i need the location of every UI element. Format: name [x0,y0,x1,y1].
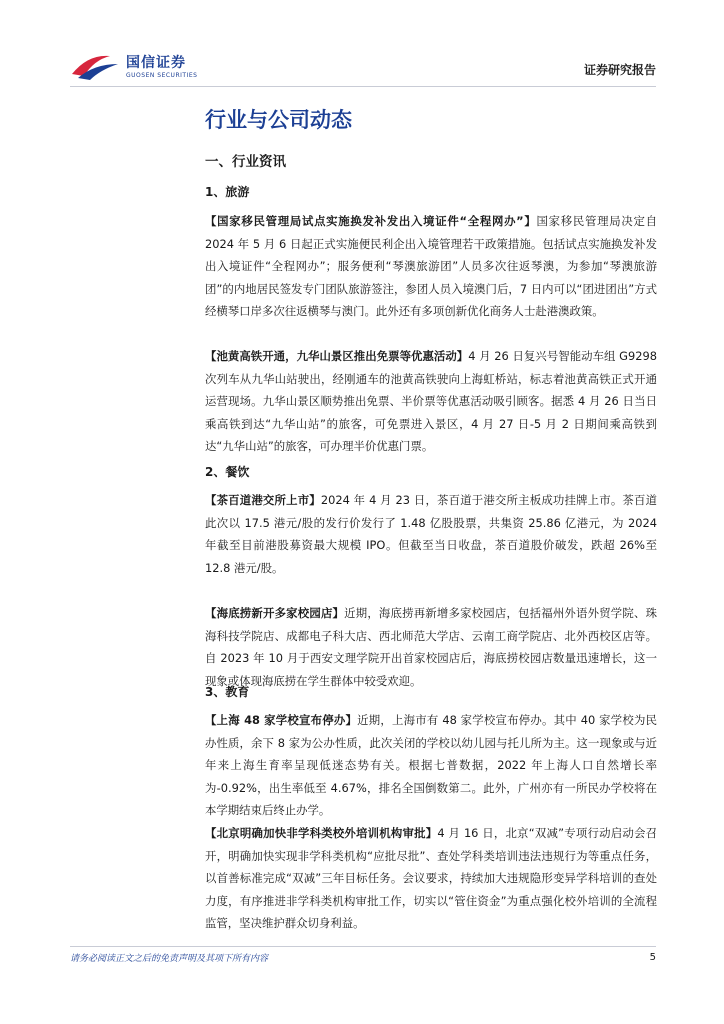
page-number: 5 [649,952,656,963]
subsection-heading-catering: 2、餐饮 [205,465,250,479]
footer-divider [70,946,656,947]
news-item-shanghai-schools [205,709,657,822]
company-name-cn: 国信证券 [126,55,186,71]
section-heading-industry-news: 一、行业资讯 [205,154,286,170]
news-item-beijing-training [205,822,657,935]
report-type-label: 证券研究报告 [583,63,656,77]
news-item-body: 近期，海底捞再新增多家校园店，包括福州外语外贸学院、珠海科技学院店、成都电子科大店、西北师范大学店、云南工商学院店、北外西校区店等。自 2023 年 10 月于西安文理学院开出首家校园店后，海底捞校园店数量迅速增长，这一现象或体现海底捞在学生群体中较受欢迎。 [205,606,657,688]
news-item-body: 2024 年 4 月 23 日，茶百道于港交所主板成功挂牌上市。茶百道此次以 17.5 港元/股的发行价发行了 1.48 亿股股票，共集资 25.86 亿港元，为 2024 年截至目前港股募资最大规模 IPO。但截至当日收盘，茶百道股价破发，跌超 26%至 12.8 港元/股。 [205,493,657,575]
news-item-immigration [205,210,657,323]
news-item-headline: 【上海 48 家学校宣布停办】 [205,713,358,727]
news-item-headline: 【池黄高铁开通，九华山景区推出免票等优惠活动】 [205,349,469,363]
page-header [70,50,656,86]
footer-disclaimer: 请务必阅读正文之后的免责声明及其项下所有内容 [70,954,269,964]
news-item-headline: 【国家移民管理局试点实施换发补发出入境证件“全程网办”】 [205,214,537,228]
news-item-headline: 【茶百道港交所上市】 [205,493,321,507]
subsection-heading-tourism: 1、旅游 [205,185,250,199]
company-name-en: GUOSEN SECURITIES [126,72,198,79]
news-item-body: 4 月 26 日复兴号智能动车组 G9298 次列车从九华山站驶出，经刚通车的池黄高铁驶向上海虹桥站，标志着池黄高铁正式开通运营现场。九华山景区顺势推出免票、半价票等优惠活动吸引顾客。据悉 4 月 26 日当日乘高铁到达“九华山站”的旅客，可免票进入景区，4 月 27 日-5 月 2 日期间乘高铁到达“九华山站”的旅客，可办理半价优惠门票。 [205,349,657,454]
header-divider [70,86,656,87]
news-item-body: 4 月 16 日，北京“双减”专项行动启动会召开，明确加快实现非学科类机构“应批尽批”、查处学科类培训违法违规行为等重点任务，以首善标准完成“双减”三年目标任务。会议要求，持续加大违规隐形变异学科培训的查处力度，有序推进非学科类机构审批工作，切实以“管住资金”为重点强化校外培训的全流程监管，坚决维护群众切身利益。 [205,826,657,931]
subsection-heading-education: 3、教育 [205,685,250,699]
news-item-body: 近期，上海市有 48 家学校宣布停办。其中 40 家学校为民办性质，余下 8 家为公办性质，此次关闭的学校以幼儿园与托儿所为主。这一现象或与近年来上海生育率呈现低迷态势有关。根据七普数据，2022 年上海人口自然增长率为-0.92%，出生率低至 4.67%，排名全国倒数第二。此外，广州亦有一所民办学校将在本学期结束后终止办学。 [205,713,657,818]
news-item-body: 国家移民管理局决定自 2024 年 5 月 6 日起正式实施便民利企出入境管理若干政策措施。包括试点实施换发补发出入境证件“全程网办”；服务便利“琴澳旅游团”人员多次往返琴澳，为参加“琴澳旅游团”的内地居民签发专门团队旅游签注，参团人员入境澳门后，7 日内可以“团进团出”方式经横琴口岸多次往返横琴与澳门。此外还有多项创新优化商务人士赴港澳政策。 [205,214,657,319]
news-item-haidilao-campus [205,602,657,692]
news-item-chabaidao-ipo [205,489,657,579]
news-item-chihuang-railway [205,345,657,458]
news-item-headline: 【北京明确加快非学科类校外培训机构审批】 [205,826,438,840]
page-title: 行业与公司动态 [205,108,352,132]
company-logo [70,50,230,84]
news-item-headline: 【海底捞新开多家校园店】 [205,606,345,620]
guosen-logo-icon [70,52,120,82]
